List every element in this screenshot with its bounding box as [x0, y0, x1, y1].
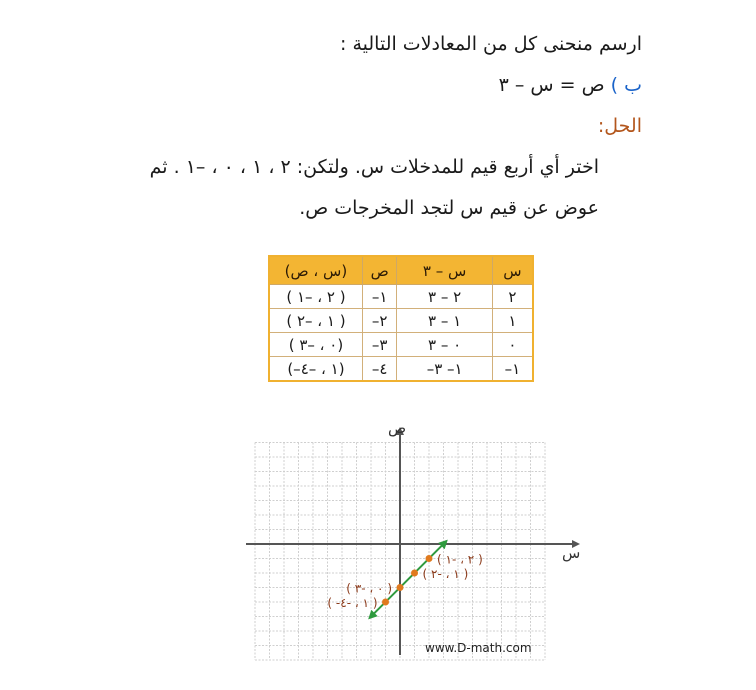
point-label: ( ١ ، -٢ )	[422, 567, 469, 581]
point-label: ( ٢ ، -١ )	[437, 552, 483, 567]
cell-expression: –١– ٣	[397, 357, 492, 382]
graph-point	[411, 570, 418, 577]
cell-expression: ١ – ٣	[397, 309, 492, 333]
cell-expression: ٢ – ٣	[397, 285, 492, 309]
table-row	[269, 357, 533, 382]
graph-point	[382, 599, 389, 606]
cell-pair: ( ١ ، –٢ )	[269, 309, 362, 333]
solution-paragraph-line-2: عوض عن قيم س لتجد المخرجات ص.	[299, 197, 599, 219]
cell-y: –٤	[362, 357, 397, 382]
equation-line	[499, 72, 642, 98]
values-table	[268, 255, 534, 382]
cell-expression: ٠ – ٣	[397, 333, 492, 357]
equation-text: ص = س – ٣	[498, 74, 605, 96]
cell-y: –١	[362, 285, 397, 309]
solution-paragraph-line-1: اختر أي أربع قيم للمدخلات س. ولتكن: ٢ ، ١ ، ٠ ، –١ . ثم	[149, 156, 599, 178]
solution-heading: الحل:	[597, 115, 642, 137]
point-label: ( -١ ، -٤ )	[327, 596, 378, 610]
watermark: www.D-math.com	[425, 641, 532, 655]
header-y: ص	[362, 256, 397, 285]
table-row	[269, 285, 533, 309]
graph-point	[397, 584, 404, 591]
part-letter: ب	[624, 74, 642, 96]
header-expression: س – ٣	[397, 256, 492, 285]
x-axis-label: س	[562, 544, 581, 562]
point-label: ( ٠ ، -٣ )	[346, 581, 392, 596]
cell-y: –٢	[362, 309, 397, 333]
y-axis-label: ص	[388, 419, 407, 437]
table-header-row	[269, 256, 533, 285]
table-row	[269, 309, 533, 333]
coordinate-graph	[240, 415, 590, 665]
plot-layer	[327, 541, 482, 618]
question-instruction: ارسم منحنى كل من المعادلات التالية :	[340, 33, 642, 55]
cell-x: ١	[492, 309, 533, 333]
cell-pair: (–١ ، –٤)	[269, 357, 362, 382]
table-row	[269, 333, 533, 357]
header-x: س	[492, 256, 533, 285]
header-pair: (س ، ص)	[269, 256, 362, 285]
part-paren: )	[610, 74, 619, 96]
cell-pair: ( ٠ ، –٣)	[269, 333, 362, 357]
cell-y: –٣	[362, 333, 397, 357]
cell-pair: ( ٢ ، –١ )	[269, 285, 362, 309]
cell-x: ٢	[492, 285, 533, 309]
cell-x: ٠	[492, 333, 533, 357]
cell-x: –١	[492, 357, 533, 382]
graph-point	[426, 555, 433, 562]
